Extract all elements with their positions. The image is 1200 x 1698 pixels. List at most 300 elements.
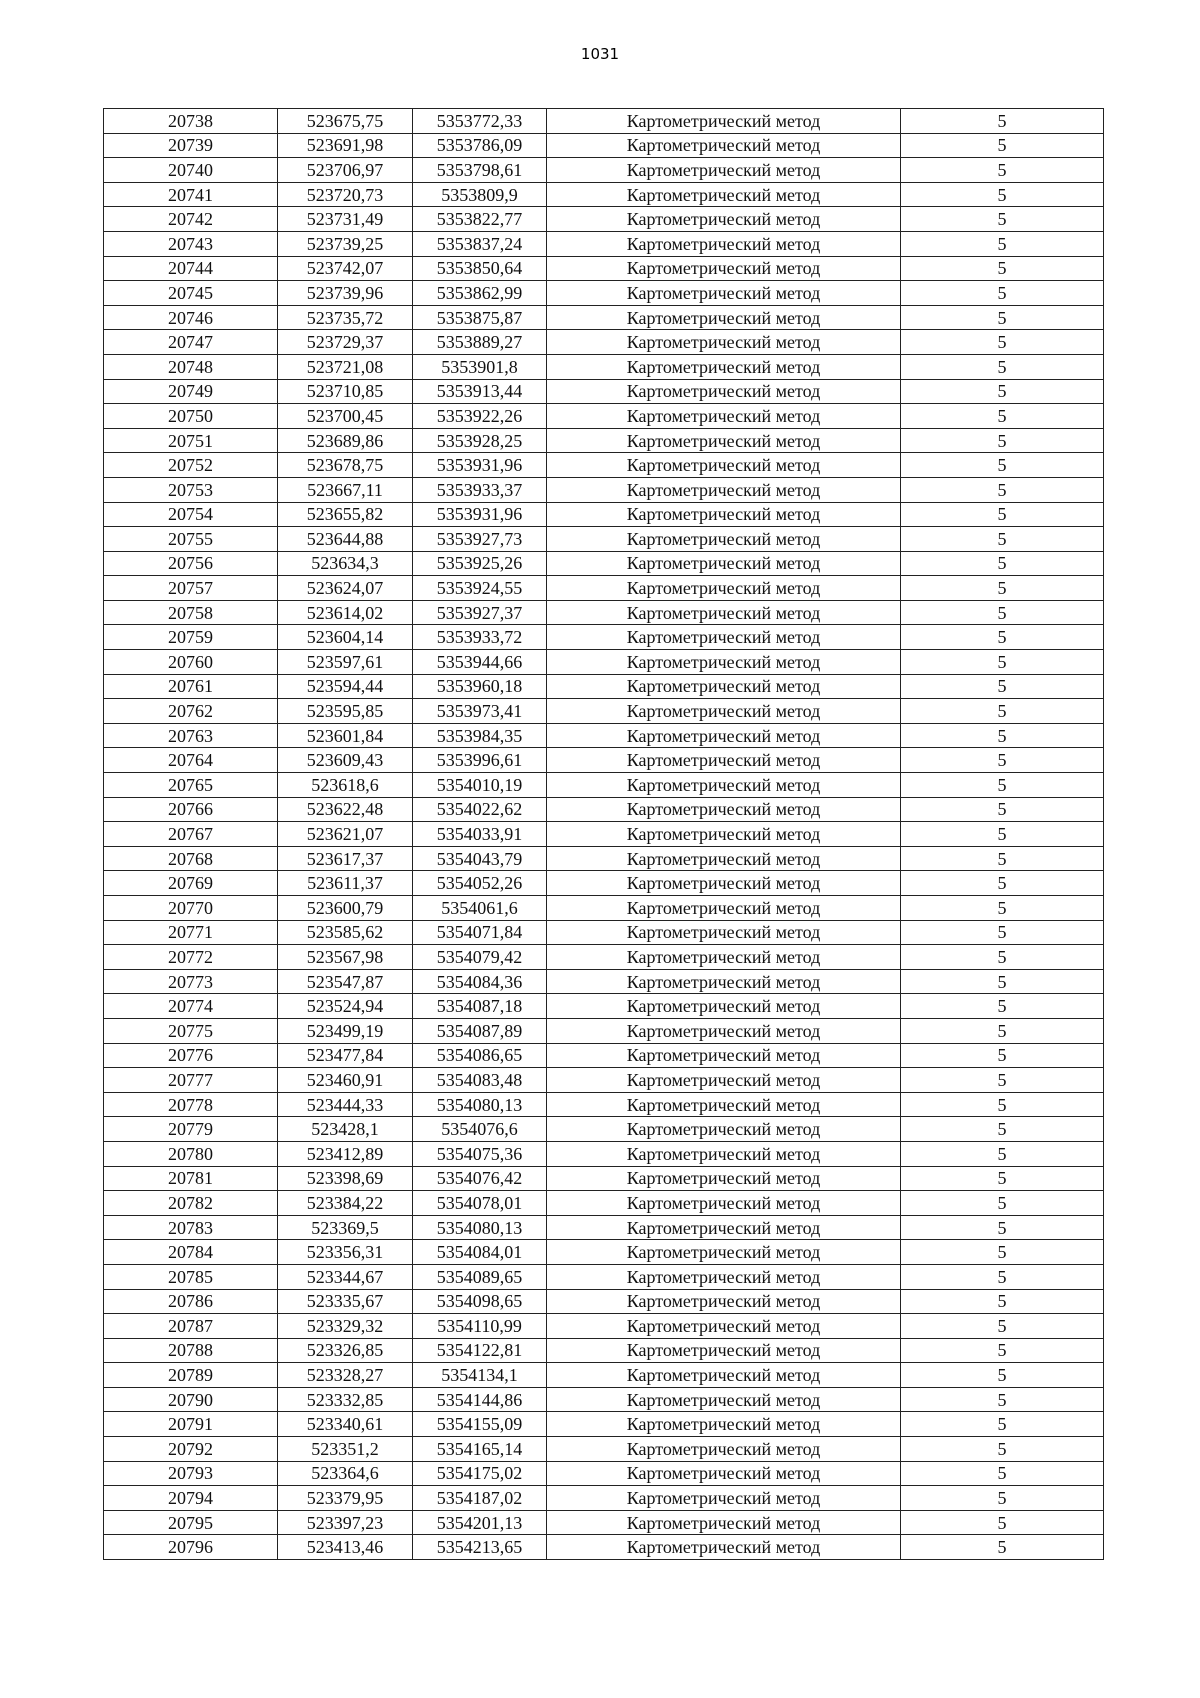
accuracy-cell: 5: [901, 379, 1104, 404]
point-number-cell: 20767: [104, 822, 278, 847]
x-coordinate-cell: 523634,3: [278, 551, 413, 576]
y-coordinate-cell: 5353924,55: [413, 576, 547, 601]
table-row: [104, 1215, 1104, 1240]
point-number-cell: 20778: [104, 1092, 278, 1117]
x-coordinate-cell: 523356,31: [278, 1240, 413, 1265]
accuracy-cell: 5: [901, 182, 1104, 207]
table-row: [104, 1461, 1104, 1486]
point-number-cell: 20769: [104, 871, 278, 896]
x-coordinate-cell: 523644,88: [278, 527, 413, 552]
table-row: [104, 1289, 1104, 1314]
coordinates-table: [103, 108, 1104, 1560]
method-cell: Картометрический метод: [547, 674, 901, 699]
x-coordinate-cell: 523739,96: [278, 281, 413, 306]
method-cell: Картометрический метод: [547, 1387, 901, 1412]
accuracy-cell: 5: [901, 994, 1104, 1019]
point-number-cell: 20763: [104, 723, 278, 748]
x-coordinate-cell: 523585,62: [278, 920, 413, 945]
method-cell: Картометрический метод: [547, 1510, 901, 1535]
y-coordinate-cell: 5353786,09: [413, 133, 547, 158]
point-number-cell: 20742: [104, 207, 278, 232]
x-coordinate-cell: 523742,07: [278, 256, 413, 281]
method-cell: Картометрический метод: [547, 650, 901, 675]
method-cell: Картометрический метод: [547, 822, 901, 847]
x-coordinate-cell: 523731,49: [278, 207, 413, 232]
table-row: [104, 379, 1104, 404]
method-cell: Картометрический метод: [547, 896, 901, 921]
accuracy-cell: 5: [901, 1387, 1104, 1412]
point-number-cell: 20743: [104, 231, 278, 256]
y-coordinate-cell: 5354080,13: [413, 1215, 547, 1240]
accuracy-cell: 5: [901, 822, 1104, 847]
x-coordinate-cell: 523384,22: [278, 1191, 413, 1216]
accuracy-cell: 5: [901, 1412, 1104, 1437]
x-coordinate-cell: 523721,08: [278, 354, 413, 379]
point-number-cell: 20741: [104, 182, 278, 207]
table-row: [104, 551, 1104, 576]
x-coordinate-cell: 523332,85: [278, 1387, 413, 1412]
point-number-cell: 20770: [104, 896, 278, 921]
x-coordinate-cell: 523369,5: [278, 1215, 413, 1240]
x-coordinate-cell: 523594,44: [278, 674, 413, 699]
point-number-cell: 20760: [104, 650, 278, 675]
point-number-cell: 20792: [104, 1437, 278, 1462]
table-row: [104, 527, 1104, 552]
table-row: [104, 1043, 1104, 1068]
method-cell: Картометрический метод: [547, 1535, 901, 1560]
accuracy-cell: 5: [901, 1191, 1104, 1216]
y-coordinate-cell: 5354075,36: [413, 1141, 547, 1166]
y-coordinate-cell: 5353901,8: [413, 354, 547, 379]
y-coordinate-cell: 5353984,35: [413, 723, 547, 748]
method-cell: Картометрический метод: [547, 551, 901, 576]
y-coordinate-cell: 5354213,65: [413, 1535, 547, 1560]
table-row: [104, 773, 1104, 798]
point-number-cell: 20764: [104, 748, 278, 773]
y-coordinate-cell: 5354079,42: [413, 945, 547, 970]
point-number-cell: 20761: [104, 674, 278, 699]
y-coordinate-cell: 5353933,37: [413, 477, 547, 502]
x-coordinate-cell: 523600,79: [278, 896, 413, 921]
point-number-cell: 20759: [104, 625, 278, 650]
point-number-cell: 20791: [104, 1412, 278, 1437]
method-cell: Картометрический метод: [547, 207, 901, 232]
method-cell: Картометрический метод: [547, 428, 901, 453]
accuracy-cell: 5: [901, 871, 1104, 896]
y-coordinate-cell: 5354122,81: [413, 1338, 547, 1363]
method-cell: Картометрический метод: [547, 477, 901, 502]
point-number-cell: 20745: [104, 281, 278, 306]
accuracy-cell: 5: [901, 1141, 1104, 1166]
y-coordinate-cell: 5354083,48: [413, 1068, 547, 1093]
accuracy-cell: 5: [901, 748, 1104, 773]
accuracy-cell: 5: [901, 723, 1104, 748]
accuracy-cell: 5: [901, 1338, 1104, 1363]
accuracy-cell: 5: [901, 1535, 1104, 1560]
table-row: [104, 1338, 1104, 1363]
accuracy-cell: 5: [901, 207, 1104, 232]
table-row: [104, 1018, 1104, 1043]
point-number-cell: 20752: [104, 453, 278, 478]
method-cell: Картометрический метод: [547, 1117, 901, 1142]
method-cell: Картометрический метод: [547, 1314, 901, 1339]
method-cell: Картометрический метод: [547, 1068, 901, 1093]
table-row: [104, 945, 1104, 970]
x-coordinate-cell: 523499,19: [278, 1018, 413, 1043]
accuracy-cell: 5: [901, 846, 1104, 871]
table-row: [104, 650, 1104, 675]
table-row: [104, 969, 1104, 994]
accuracy-cell: 5: [901, 1092, 1104, 1117]
accuracy-cell: 5: [901, 231, 1104, 256]
method-cell: Картометрический метод: [547, 994, 901, 1019]
method-cell: Картометрический метод: [547, 281, 901, 306]
method-cell: Картометрический метод: [547, 1338, 901, 1363]
x-coordinate-cell: 523614,02: [278, 600, 413, 625]
table-row: [104, 896, 1104, 921]
y-coordinate-cell: 5353913,44: [413, 379, 547, 404]
accuracy-cell: 5: [901, 527, 1104, 552]
x-coordinate-cell: 523477,84: [278, 1043, 413, 1068]
point-number-cell: 20789: [104, 1363, 278, 1388]
accuracy-cell: 5: [901, 1437, 1104, 1462]
y-coordinate-cell: 5354061,6: [413, 896, 547, 921]
x-coordinate-cell: 523601,84: [278, 723, 413, 748]
table-row: [104, 1387, 1104, 1412]
point-number-cell: 20765: [104, 773, 278, 798]
accuracy-cell: 5: [901, 699, 1104, 724]
y-coordinate-cell: 5354080,13: [413, 1092, 547, 1117]
table-row: [104, 600, 1104, 625]
table-row: [104, 1314, 1104, 1339]
method-cell: Картометрический метод: [547, 379, 901, 404]
x-coordinate-cell: 523595,85: [278, 699, 413, 724]
accuracy-cell: 5: [901, 551, 1104, 576]
accuracy-cell: 5: [901, 1510, 1104, 1535]
y-coordinate-cell: 5354010,19: [413, 773, 547, 798]
table-row: [104, 797, 1104, 822]
x-coordinate-cell: 523364,6: [278, 1461, 413, 1486]
y-coordinate-cell: 5354078,01: [413, 1191, 547, 1216]
table-row: [104, 256, 1104, 281]
point-number-cell: 20756: [104, 551, 278, 576]
point-number-cell: 20755: [104, 527, 278, 552]
x-coordinate-cell: 523689,86: [278, 428, 413, 453]
point-number-cell: 20749: [104, 379, 278, 404]
method-cell: Картометрический метод: [547, 158, 901, 183]
table-row: [104, 994, 1104, 1019]
method-cell: Картометрический метод: [547, 1240, 901, 1265]
table-row: [104, 1117, 1104, 1142]
method-cell: Картометрический метод: [547, 527, 901, 552]
point-number-cell: 20795: [104, 1510, 278, 1535]
point-number-cell: 20739: [104, 133, 278, 158]
table-row: [104, 723, 1104, 748]
table-row: [104, 1264, 1104, 1289]
accuracy-cell: 5: [901, 600, 1104, 625]
table-row: [104, 822, 1104, 847]
y-coordinate-cell: 5354175,02: [413, 1461, 547, 1486]
accuracy-cell: 5: [901, 305, 1104, 330]
method-cell: Картометрический метод: [547, 404, 901, 429]
method-cell: Картометрический метод: [547, 1141, 901, 1166]
table-row: [104, 1486, 1104, 1511]
accuracy-cell: 5: [901, 256, 1104, 281]
page-number: 1031: [580, 45, 620, 63]
method-cell: Картометрический метод: [547, 748, 901, 773]
x-coordinate-cell: 523617,37: [278, 846, 413, 871]
x-coordinate-cell: 523328,27: [278, 1363, 413, 1388]
accuracy-cell: 5: [901, 1043, 1104, 1068]
method-cell: Картометрический метод: [547, 182, 901, 207]
y-coordinate-cell: 5353928,25: [413, 428, 547, 453]
y-coordinate-cell: 5354033,91: [413, 822, 547, 847]
y-coordinate-cell: 5354134,1: [413, 1363, 547, 1388]
x-coordinate-cell: 523624,07: [278, 576, 413, 601]
point-number-cell: 20748: [104, 354, 278, 379]
table-row: [104, 1166, 1104, 1191]
point-number-cell: 20775: [104, 1018, 278, 1043]
y-coordinate-cell: 5354089,65: [413, 1264, 547, 1289]
y-coordinate-cell: 5354086,65: [413, 1043, 547, 1068]
table-row: [104, 1363, 1104, 1388]
table-row: [104, 453, 1104, 478]
table-row: [104, 846, 1104, 871]
accuracy-cell: 5: [901, 945, 1104, 970]
x-coordinate-cell: 523524,94: [278, 994, 413, 1019]
y-coordinate-cell: 5353772,33: [413, 109, 547, 134]
accuracy-cell: 5: [901, 650, 1104, 675]
x-coordinate-cell: 523729,37: [278, 330, 413, 355]
y-coordinate-cell: 5354087,89: [413, 1018, 547, 1043]
method-cell: Картометрический метод: [547, 231, 901, 256]
table-row: [104, 109, 1104, 134]
method-cell: Картометрический метод: [547, 1486, 901, 1511]
table-row: [104, 133, 1104, 158]
method-cell: Картометрический метод: [547, 1412, 901, 1437]
method-cell: Картометрический метод: [547, 1437, 901, 1462]
method-cell: Картометрический метод: [547, 773, 901, 798]
method-cell: Картометрический метод: [547, 305, 901, 330]
y-coordinate-cell: 5353996,61: [413, 748, 547, 773]
accuracy-cell: 5: [901, 773, 1104, 798]
y-coordinate-cell: 5353944,66: [413, 650, 547, 675]
method-cell: Картометрический метод: [547, 502, 901, 527]
y-coordinate-cell: 5353798,61: [413, 158, 547, 183]
point-number-cell: 20780: [104, 1141, 278, 1166]
table-row: [104, 305, 1104, 330]
table-row: [104, 354, 1104, 379]
y-coordinate-cell: 5353931,96: [413, 502, 547, 527]
y-coordinate-cell: 5353933,72: [413, 625, 547, 650]
method-cell: Картометрический метод: [547, 1018, 901, 1043]
point-number-cell: 20750: [104, 404, 278, 429]
y-coordinate-cell: 5353925,26: [413, 551, 547, 576]
x-coordinate-cell: 523428,1: [278, 1117, 413, 1142]
accuracy-cell: 5: [901, 1314, 1104, 1339]
x-coordinate-cell: 523611,37: [278, 871, 413, 896]
accuracy-cell: 5: [901, 133, 1104, 158]
x-coordinate-cell: 523379,95: [278, 1486, 413, 1511]
y-coordinate-cell: 5354187,02: [413, 1486, 547, 1511]
accuracy-cell: 5: [901, 158, 1104, 183]
y-coordinate-cell: 5354165,14: [413, 1437, 547, 1462]
table-row: [104, 182, 1104, 207]
table-row: [104, 1068, 1104, 1093]
y-coordinate-cell: 5354084,36: [413, 969, 547, 994]
table-row: [104, 1240, 1104, 1265]
point-number-cell: 20784: [104, 1240, 278, 1265]
accuracy-cell: 5: [901, 281, 1104, 306]
point-number-cell: 20773: [104, 969, 278, 994]
point-number-cell: 20788: [104, 1338, 278, 1363]
point-number-cell: 20779: [104, 1117, 278, 1142]
accuracy-cell: 5: [901, 1117, 1104, 1142]
point-number-cell: 20794: [104, 1486, 278, 1511]
accuracy-cell: 5: [901, 625, 1104, 650]
y-coordinate-cell: 5353927,73: [413, 527, 547, 552]
y-coordinate-cell: 5353837,24: [413, 231, 547, 256]
accuracy-cell: 5: [901, 1166, 1104, 1191]
table-row: [104, 330, 1104, 355]
table-row: [104, 674, 1104, 699]
method-cell: Картометрический метод: [547, 453, 901, 478]
y-coordinate-cell: 5353862,99: [413, 281, 547, 306]
table-row: [104, 699, 1104, 724]
x-coordinate-cell: 523460,91: [278, 1068, 413, 1093]
point-number-cell: 20786: [104, 1289, 278, 1314]
method-cell: Картометрический метод: [547, 1166, 901, 1191]
table-row: [104, 576, 1104, 601]
x-coordinate-cell: 523340,61: [278, 1412, 413, 1437]
accuracy-cell: 5: [901, 920, 1104, 945]
method-cell: Картометрический метод: [547, 109, 901, 134]
method-cell: Картометрический метод: [547, 133, 901, 158]
point-number-cell: 20782: [104, 1191, 278, 1216]
accuracy-cell: 5: [901, 109, 1104, 134]
method-cell: Картометрический метод: [547, 256, 901, 281]
y-coordinate-cell: 5353875,87: [413, 305, 547, 330]
method-cell: Картометрический метод: [547, 330, 901, 355]
table-row: [104, 158, 1104, 183]
y-coordinate-cell: 5354098,65: [413, 1289, 547, 1314]
y-coordinate-cell: 5354076,42: [413, 1166, 547, 1191]
accuracy-cell: 5: [901, 674, 1104, 699]
point-number-cell: 20781: [104, 1166, 278, 1191]
table-row: [104, 502, 1104, 527]
method-cell: Картометрический метод: [547, 1264, 901, 1289]
point-number-cell: 20757: [104, 576, 278, 601]
point-number-cell: 20772: [104, 945, 278, 970]
table-row: [104, 1141, 1104, 1166]
table-row: [104, 871, 1104, 896]
x-coordinate-cell: 523398,69: [278, 1166, 413, 1191]
accuracy-cell: 5: [901, 330, 1104, 355]
method-cell: Картометрический метод: [547, 723, 901, 748]
y-coordinate-cell: 5353822,77: [413, 207, 547, 232]
accuracy-cell: 5: [901, 477, 1104, 502]
table-row: [104, 625, 1104, 650]
method-cell: Картометрический метод: [547, 354, 901, 379]
x-coordinate-cell: 523547,87: [278, 969, 413, 994]
method-cell: Картометрический метод: [547, 969, 901, 994]
table-row: [104, 477, 1104, 502]
x-coordinate-cell: 523351,2: [278, 1437, 413, 1462]
point-number-cell: 20783: [104, 1215, 278, 1240]
point-number-cell: 20754: [104, 502, 278, 527]
method-cell: Картометрический метод: [547, 625, 901, 650]
y-coordinate-cell: 5354043,79: [413, 846, 547, 871]
accuracy-cell: 5: [901, 896, 1104, 921]
x-coordinate-cell: 523329,32: [278, 1314, 413, 1339]
y-coordinate-cell: 5353809,9: [413, 182, 547, 207]
y-coordinate-cell: 5353889,27: [413, 330, 547, 355]
accuracy-cell: 5: [901, 797, 1104, 822]
x-coordinate-cell: 523326,85: [278, 1338, 413, 1363]
y-coordinate-cell: 5354052,26: [413, 871, 547, 896]
accuracy-cell: 5: [901, 1289, 1104, 1314]
method-cell: Картометрический метод: [547, 1092, 901, 1117]
point-number-cell: 20785: [104, 1264, 278, 1289]
point-number-cell: 20774: [104, 994, 278, 1019]
y-coordinate-cell: 5354071,84: [413, 920, 547, 945]
x-coordinate-cell: 523567,98: [278, 945, 413, 970]
method-cell: Картометрический метод: [547, 920, 901, 945]
accuracy-cell: 5: [901, 453, 1104, 478]
table-row: [104, 748, 1104, 773]
accuracy-cell: 5: [901, 1461, 1104, 1486]
x-coordinate-cell: 523691,98: [278, 133, 413, 158]
table-row: [104, 231, 1104, 256]
x-coordinate-cell: 523335,67: [278, 1289, 413, 1314]
accuracy-cell: 5: [901, 576, 1104, 601]
coordinates-table-body: [104, 109, 1104, 1560]
point-number-cell: 20762: [104, 699, 278, 724]
point-number-cell: 20738: [104, 109, 278, 134]
point-number-cell: 20753: [104, 477, 278, 502]
point-number-cell: 20740: [104, 158, 278, 183]
method-cell: Картометрический метод: [547, 871, 901, 896]
accuracy-cell: 5: [901, 502, 1104, 527]
x-coordinate-cell: 523739,25: [278, 231, 413, 256]
point-number-cell: 20751: [104, 428, 278, 453]
table-row: [104, 1092, 1104, 1117]
method-cell: Картометрический метод: [547, 1363, 901, 1388]
accuracy-cell: 5: [901, 428, 1104, 453]
method-cell: Картометрический метод: [547, 1215, 901, 1240]
table-row: [104, 1535, 1104, 1560]
method-cell: Картометрический метод: [547, 576, 901, 601]
accuracy-cell: 5: [901, 1018, 1104, 1043]
table-row: [104, 920, 1104, 945]
x-coordinate-cell: 523655,82: [278, 502, 413, 527]
table-row: [104, 281, 1104, 306]
method-cell: Картометрический метод: [547, 1289, 901, 1314]
point-number-cell: 20768: [104, 846, 278, 871]
y-coordinate-cell: 5353922,26: [413, 404, 547, 429]
table-row: [104, 428, 1104, 453]
x-coordinate-cell: 523667,11: [278, 477, 413, 502]
point-number-cell: 20747: [104, 330, 278, 355]
point-number-cell: 20793: [104, 1461, 278, 1486]
point-number-cell: 20777: [104, 1068, 278, 1093]
x-coordinate-cell: 523622,48: [278, 797, 413, 822]
y-coordinate-cell: 5353850,64: [413, 256, 547, 281]
x-coordinate-cell: 523344,67: [278, 1264, 413, 1289]
accuracy-cell: 5: [901, 1068, 1104, 1093]
table-row: [104, 404, 1104, 429]
method-cell: Картометрический метод: [547, 699, 901, 724]
